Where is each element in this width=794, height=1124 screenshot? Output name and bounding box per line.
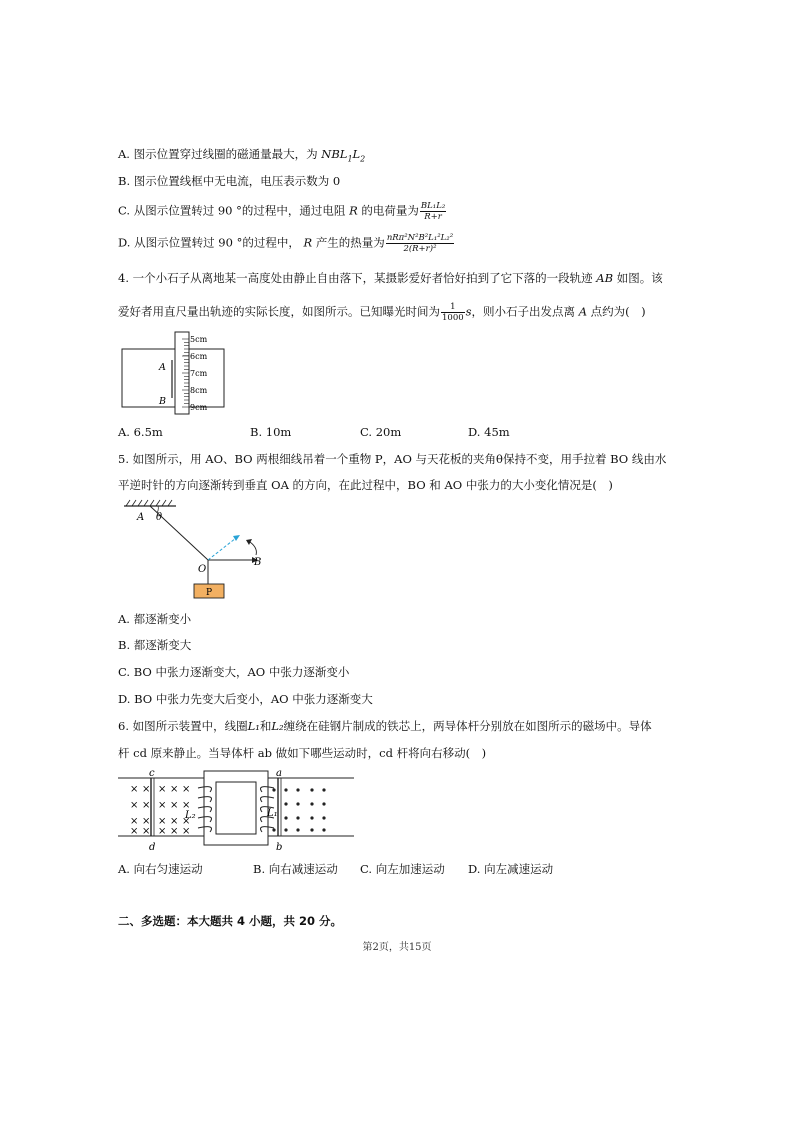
svg-text:×: × (158, 826, 167, 837)
svg-text:×: × (182, 800, 191, 811)
section-heading: 二、多选题：本大题共 4 小题，共 20 分。 (118, 914, 343, 928)
heat-fraction: $\frac{\text{nRπ²N²B²L₁²L₂²}}{\text{2(R+r)²}}$ (386, 233, 454, 254)
q4-option-c: C. 20m (360, 425, 402, 439)
svg-text:×: × (142, 784, 151, 795)
exposure-fraction: $\frac{1}{1000}$ (442, 302, 464, 323)
ruler-label-9cm: 9cm (190, 403, 208, 412)
q5-option-b: B. 都逐渐变大 (118, 638, 192, 652)
svg-text:×: × (130, 826, 139, 837)
label-c: c (149, 768, 155, 779)
field-crosses (130, 784, 190, 837)
field-dots (272, 788, 325, 831)
charge-fraction: $\frac{\text{BL₁L₂}}{R+r}$ (420, 201, 446, 222)
label-b: b (276, 842, 283, 853)
rotation-arrow (250, 542, 256, 555)
label-b: B (254, 557, 262, 568)
label-l1: L₁ (267, 808, 278, 819)
q5-option-c: C. BO 中张力逐渐变大，AO 中张力逐渐变小 (118, 665, 350, 679)
svg-text:×: × (158, 800, 167, 811)
q5-stem-line2: 平逆时针的方向逐渐转到垂直 OA 的方向，在此过程中，BO 和 AO 中张力的大小变化情况是( ) (118, 478, 613, 492)
q6-option-a: A. 向右匀速运动 (118, 862, 203, 876)
svg-text:×: × (158, 784, 167, 795)
point-b-label: B (159, 396, 166, 407)
ruler-label-7cm: 7cm (190, 369, 208, 378)
svg-text:×: × (182, 816, 191, 827)
svg-text:×: × (130, 784, 139, 795)
svg-text:×: × (142, 816, 151, 827)
svg-text:×: × (158, 816, 167, 827)
q5-stem-line1: 5. 如图所示，用 AO、BO 两根细线吊着一个重物 P，AO 与天花板的夹角θ保持不变，用手拉着 BO 线由水 (118, 452, 667, 466)
svg-text:×: × (182, 784, 191, 795)
label-p: P (206, 588, 213, 598)
q4-option-d: D. 45m (468, 425, 510, 439)
ceiling-hatch (126, 500, 172, 506)
svg-text:×: × (130, 816, 139, 827)
q6-option-b: B. 向右减速运动 (253, 862, 338, 876)
label-o: O (198, 564, 207, 575)
q4-option-a: A. 6.5m (118, 425, 163, 439)
q3-option-c: C. 从图示位置转过 90 °的过程中，通过电阻 R 的电荷量为 $\frac{\text{BL₁L₂}}{R+r}$ (118, 201, 446, 222)
ruler-label-8cm: 8cm (190, 386, 208, 395)
q5-tension-figure (118, 498, 278, 602)
q5-option-d: D. BO 中张力先变大后变小，AO 中张力逐渐变大 (118, 692, 373, 706)
ruler-label-5cm: 5cm (190, 335, 208, 344)
svg-text:×: × (170, 826, 179, 837)
q5-option-a: A. 都逐渐变小 (118, 612, 192, 626)
label-l2: L₂ (185, 810, 196, 821)
q3-option-b: B. 图示位置线框中无电流，电压表示数为 0 (118, 174, 341, 188)
iron-core-inner (216, 782, 256, 834)
svg-text:×: × (142, 800, 151, 811)
svg-text:×: × (170, 816, 179, 827)
svg-text:×: × (170, 784, 179, 795)
q4-option-b: B. 10m (250, 425, 292, 439)
ruler-label-6cm: 6cm (190, 352, 208, 361)
label-a: A (137, 512, 145, 523)
svg-text:×: × (170, 800, 179, 811)
svg-text:×: × (142, 826, 151, 837)
q6-option-c: C. 向左加速运动 (360, 862, 445, 876)
q6-stem-line2: 杆 cd 原来静止。当导体杆 ab 做如下哪些运动时，cd 杆将向右移动( ) (118, 746, 487, 760)
q6-option-d: D. 向左减速运动 (468, 862, 554, 876)
svg-text:×: × (182, 826, 191, 837)
rotation-arrow-head (246, 539, 252, 545)
q3-option-a: A. 图示位置穿过线圈的磁通量最大，为 $NBL_1L_2$ (118, 147, 366, 164)
page-footer: 第2页，共15页 (362, 942, 432, 953)
point-a-label: A (159, 362, 166, 373)
q6-induction-figure (118, 766, 354, 856)
svg-text:×: × (130, 800, 139, 811)
label-theta: θ (156, 512, 163, 523)
string-bo-rotated (208, 538, 236, 560)
label-d: d (149, 842, 156, 853)
label-a: a (276, 768, 282, 779)
q6-stem-line1: 6. 如图所示装置中，线圈L₁和L₂缠绕在硅钢片制成的铁芯上，两导体杆分别放在如图所示的磁场中。导体 (118, 719, 652, 733)
q4-stem-line1: 4. 一个小石子从离地某一高度处由静止自由落下，某摄影爱好者恰好拍到了它下落的一段轨迹 AB 如图。该 (118, 271, 663, 285)
q4-stem-line2: 爱好者用直尺量出轨迹的实际长度，如图所示。已知曝光时间为 $\frac{1}{1000}$ s，则小石子出发点离 A 点约为( ) (118, 302, 646, 323)
photo-frame (122, 349, 224, 407)
q4-ruler-figure (118, 330, 238, 416)
q3-option-d: D. 从图示位置转过 90 °的过程中， R 产生的热量为 $\frac{\text{nRπ²N²B²L₁²L₂²}}{\text{2(R+r)²}}$ (118, 233, 454, 254)
